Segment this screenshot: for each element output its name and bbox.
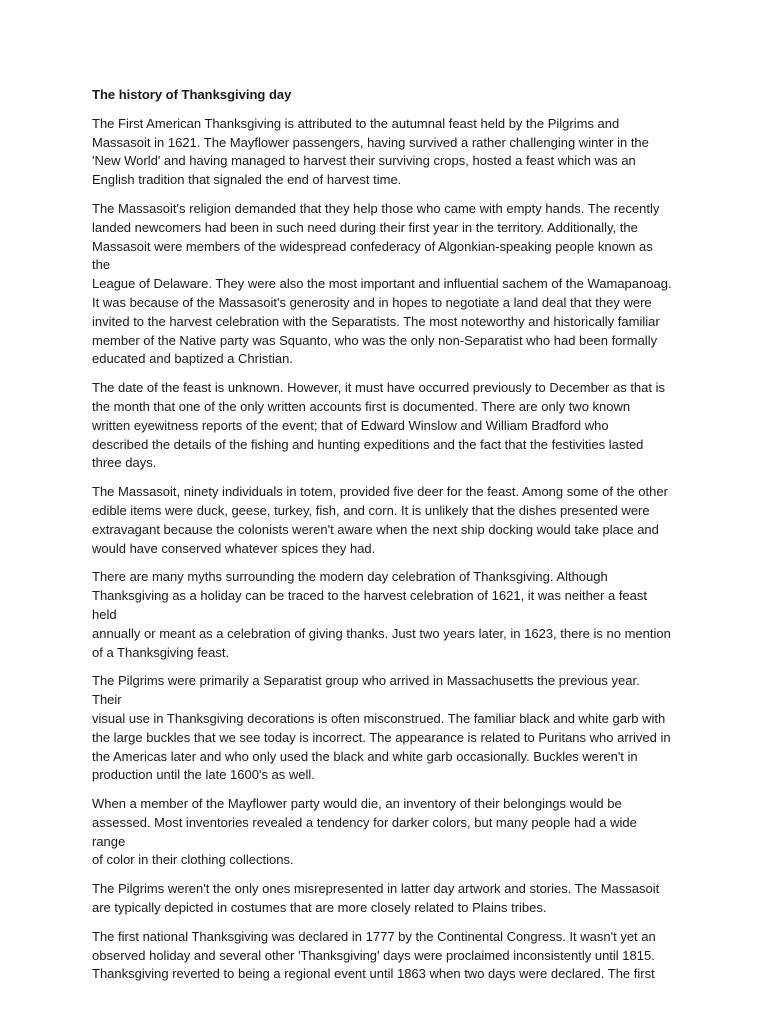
paragraph-6: The Pilgrims were primarily a Separatist group who arrived in Massachusetts the previous year. Their visual use in Thanksgiving decorations is often misconstrued. The familiar black and white garb with the large buckles that we see today is incorrect. The appearance is related to Puritans who arrived in the Americas later and who only used the black and white garb occasionally. Buckles weren't in production until the late 1600's as well. (92, 673, 671, 783)
paragraph-3: The date of the feast is unknown. However, it must have occurred previously to December as that is the month that one of the only written accounts first is documented. There are only two known written eyewitness reports of the event; that of Edward Winslow and William Bradford who described the details of the fishing and hunting expeditions and the fact that the festivities lasted three days. (92, 380, 666, 471)
paragraph-8: The Pilgrims weren't the only ones misrepresented in latter day artwork and stories. The Massasoit are typically depicted in costumes that are more closely related to Plains tribes. (92, 881, 660, 916)
paragraph-4: The Massasoit, ninety individuals in totem, provided five deer for the feast. Among some of the other edible items were duck, geese, turkey, fish, and corn. It is unlikely that the dishes presented were extravagant because the colonists weren't aware when the next ship docking would take place and would have conserved whatever spices they had. (92, 484, 668, 556)
paragraph-7: When a member of the Mayflower party would die, an inventory of their belongings would be assessed. Most inventories revealed a tendency for darker colors, but many people had a wide range of color in their clothing collections. (92, 796, 637, 868)
paragraph-9: The first national Thanksgiving was declared in 1777 by the Continental Congress. It wasn't yet an observed holiday and several other 'Thanksgiving' days were proclaimed inconsistently until 1815. Thanksgiving reverted to being a regional event until 1863 when two days were declared. The first (92, 928, 656, 982)
paragraph-2: The Massasoit's religion demanded that they help those who came with empty hands. The recently landed newcomers had been in such need during their first year in the territory. Additionally, the Massasoit were members of the widespread confederacy of Algonkian-speaking people known as the League of Delaware. They were also the most important and influential sachem of the Wamapanoag. It was because of the Massasoit's generosity and in hopes to negotiate a land deal that they were invited to the harvest celebration with the Separatists. The most noteworthy and historically familiar member of the Native party was Squanto, who was the only non-Separatist who had been formally educated and baptized a Christian. (92, 200, 672, 367)
paragraph-1: The First American Thanksgiving is attributed to the autumnal feast held by the Pilgrims and Massasoit in 1621. The Mayflower passengers, having survived a rather challenging winter in the 'New World' and having managed to harvest their surviving crops, hosted a feast which was an English tradition that signaled the end of harvest time. (92, 115, 649, 188)
document-page (92, 86, 672, 994)
document-title: The history of Thanksgiving day (92, 87, 292, 102)
paragraph-5: There are many myths surrounding the modern day celebration of Thanksgiving. Although Thanksgiving as a holiday can be traced to the harvest celebration of 1621, it was neither a feast held annually or meant as a celebration of giving thanks. Just two years later, in 1623, there is no mention of a Thanksgiving feast. (92, 569, 671, 660)
